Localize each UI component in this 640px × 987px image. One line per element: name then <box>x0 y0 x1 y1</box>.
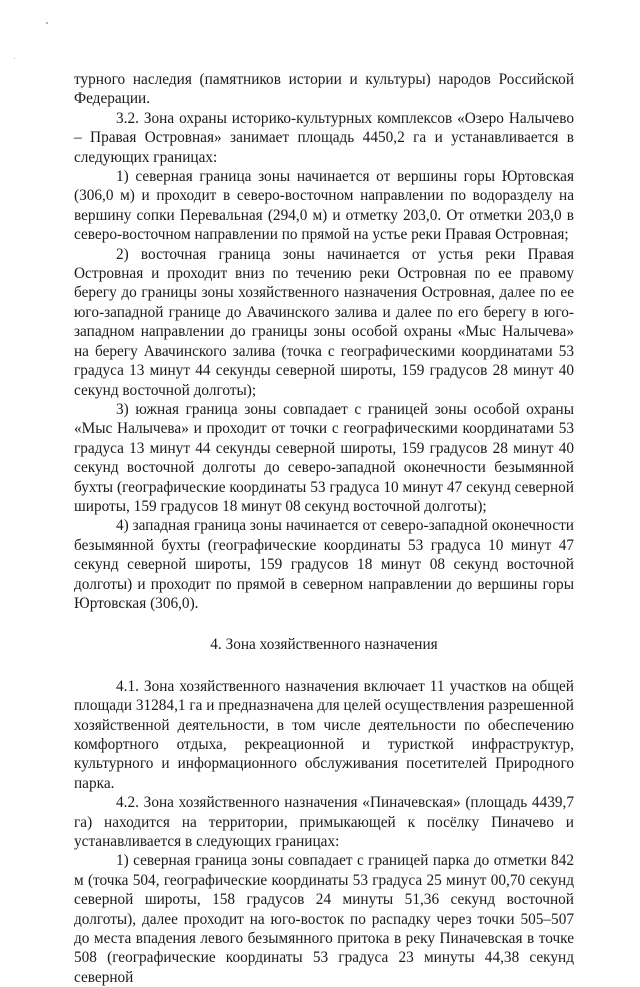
document-body <box>74 70 574 987</box>
scan-speck <box>46 22 48 24</box>
paragraph-pinachevskaya-north-boundary: 1) северная граница зоны совпадает с границей парка до отметки 842 м (точка 504, географические координаты 53 градуса 25 минут 00,70 секунд северной широты, 158 градусов 24 минуты 51,36 секунд восточной долготы), далее проходит на юго-восток по распадку через точки 505–507 до места впадения левого безымянного притока в реку Пиначевская в точке 508 (географические координаты 53 градуса 23 минуты 44,38 секунд северной <box>74 852 574 986</box>
scan-speck <box>14 58 15 59</box>
paragraph-north-boundary: 1) северная граница зоны начинается от вершины горы Юртовская (306,0 м) и проходит в северо-восточном направлении по водоразделу на вершину сопки Перевальная (294,0 м) и отметку 203,0. От отметки 203,0 в северо-восточном направлении по прямой на устье реки Правая Островная; <box>74 168 574 244</box>
paragraph-4-1: 4.1. Зона хозяйственного назначения включает 11 участков на общей площади 31284,1 га и предназначена для целей осуществления разрешенной хозяйственной деятельности, в том числе деятельности по обеспечению комфортного отдыха, рекреационной и туристкой инфраструктур, культурного и информационного обслуживания посетителей Природного парка. <box>74 677 574 792</box>
paragraph-south-boundary: 3) южная граница зоны совпадает с границей зоны особой охраны «Мыс Налычева» и проходит от точки с географическими координатами 53 градуса 13 минут 44 секунды северной широты, 159 градусов 28 минут 40 секунд восточной долготы до северо-западной оконечности безымянной бухты (географические координаты 53 градуса 10 минут 47 секунд северной широты, 159 градусов 18 минут 08 секунд восточной долготы); <box>74 400 574 515</box>
paragraph-continuation: турного наследия (памятников истории и культуры) народов Российской Федерации. <box>74 71 574 108</box>
paragraph-3-2: 3.2. Зона охраны историко-культурных комплексов «Озеро Налычево – Правая Островная» занимает площадь 4450,2 га и устанавливается в следующих границах: <box>74 109 574 166</box>
paragraph-west-boundary: 4) западная граница зоны начинается от северо-западной оконечности безымянной бухты (географические координаты 53 градуса 10 минут 47 секунд северной широты, 159 градусов 18 минут 08 секунд восточной долготы) и проходит по прямой в северном направлении до вершины горы Юртовская (306,0). <box>74 517 574 612</box>
paragraph-4-2: 4.2. Зона хозяйственного назначения «Пиначевская» (площадь 4439,7 га) находится на территории, примыкающей к посёлку Пиначево и устанавливается в следующих границах: <box>74 794 574 851</box>
section-heading: 4. Зона хозяйственного назначения <box>210 636 438 654</box>
paragraph-east-boundary: 2) восточная граница зоны начинается от устья реки Правая Островная и проходит вниз по течению реки Островная по ее правому берегу до границы зоны хозяйственного назначения Островная, далее по ее юго-западной границе до Авачинского залива и далее по его берегу в юго-западном направлении до границы зоны особой охраны «Мыс Налычева» на берегу Авачинского залива (точка с географическими координатами 53 градуса 13 минут 44 секунды северной широты, 159 градусов 28 минут 40 секунд восточной долготы); <box>74 245 574 399</box>
